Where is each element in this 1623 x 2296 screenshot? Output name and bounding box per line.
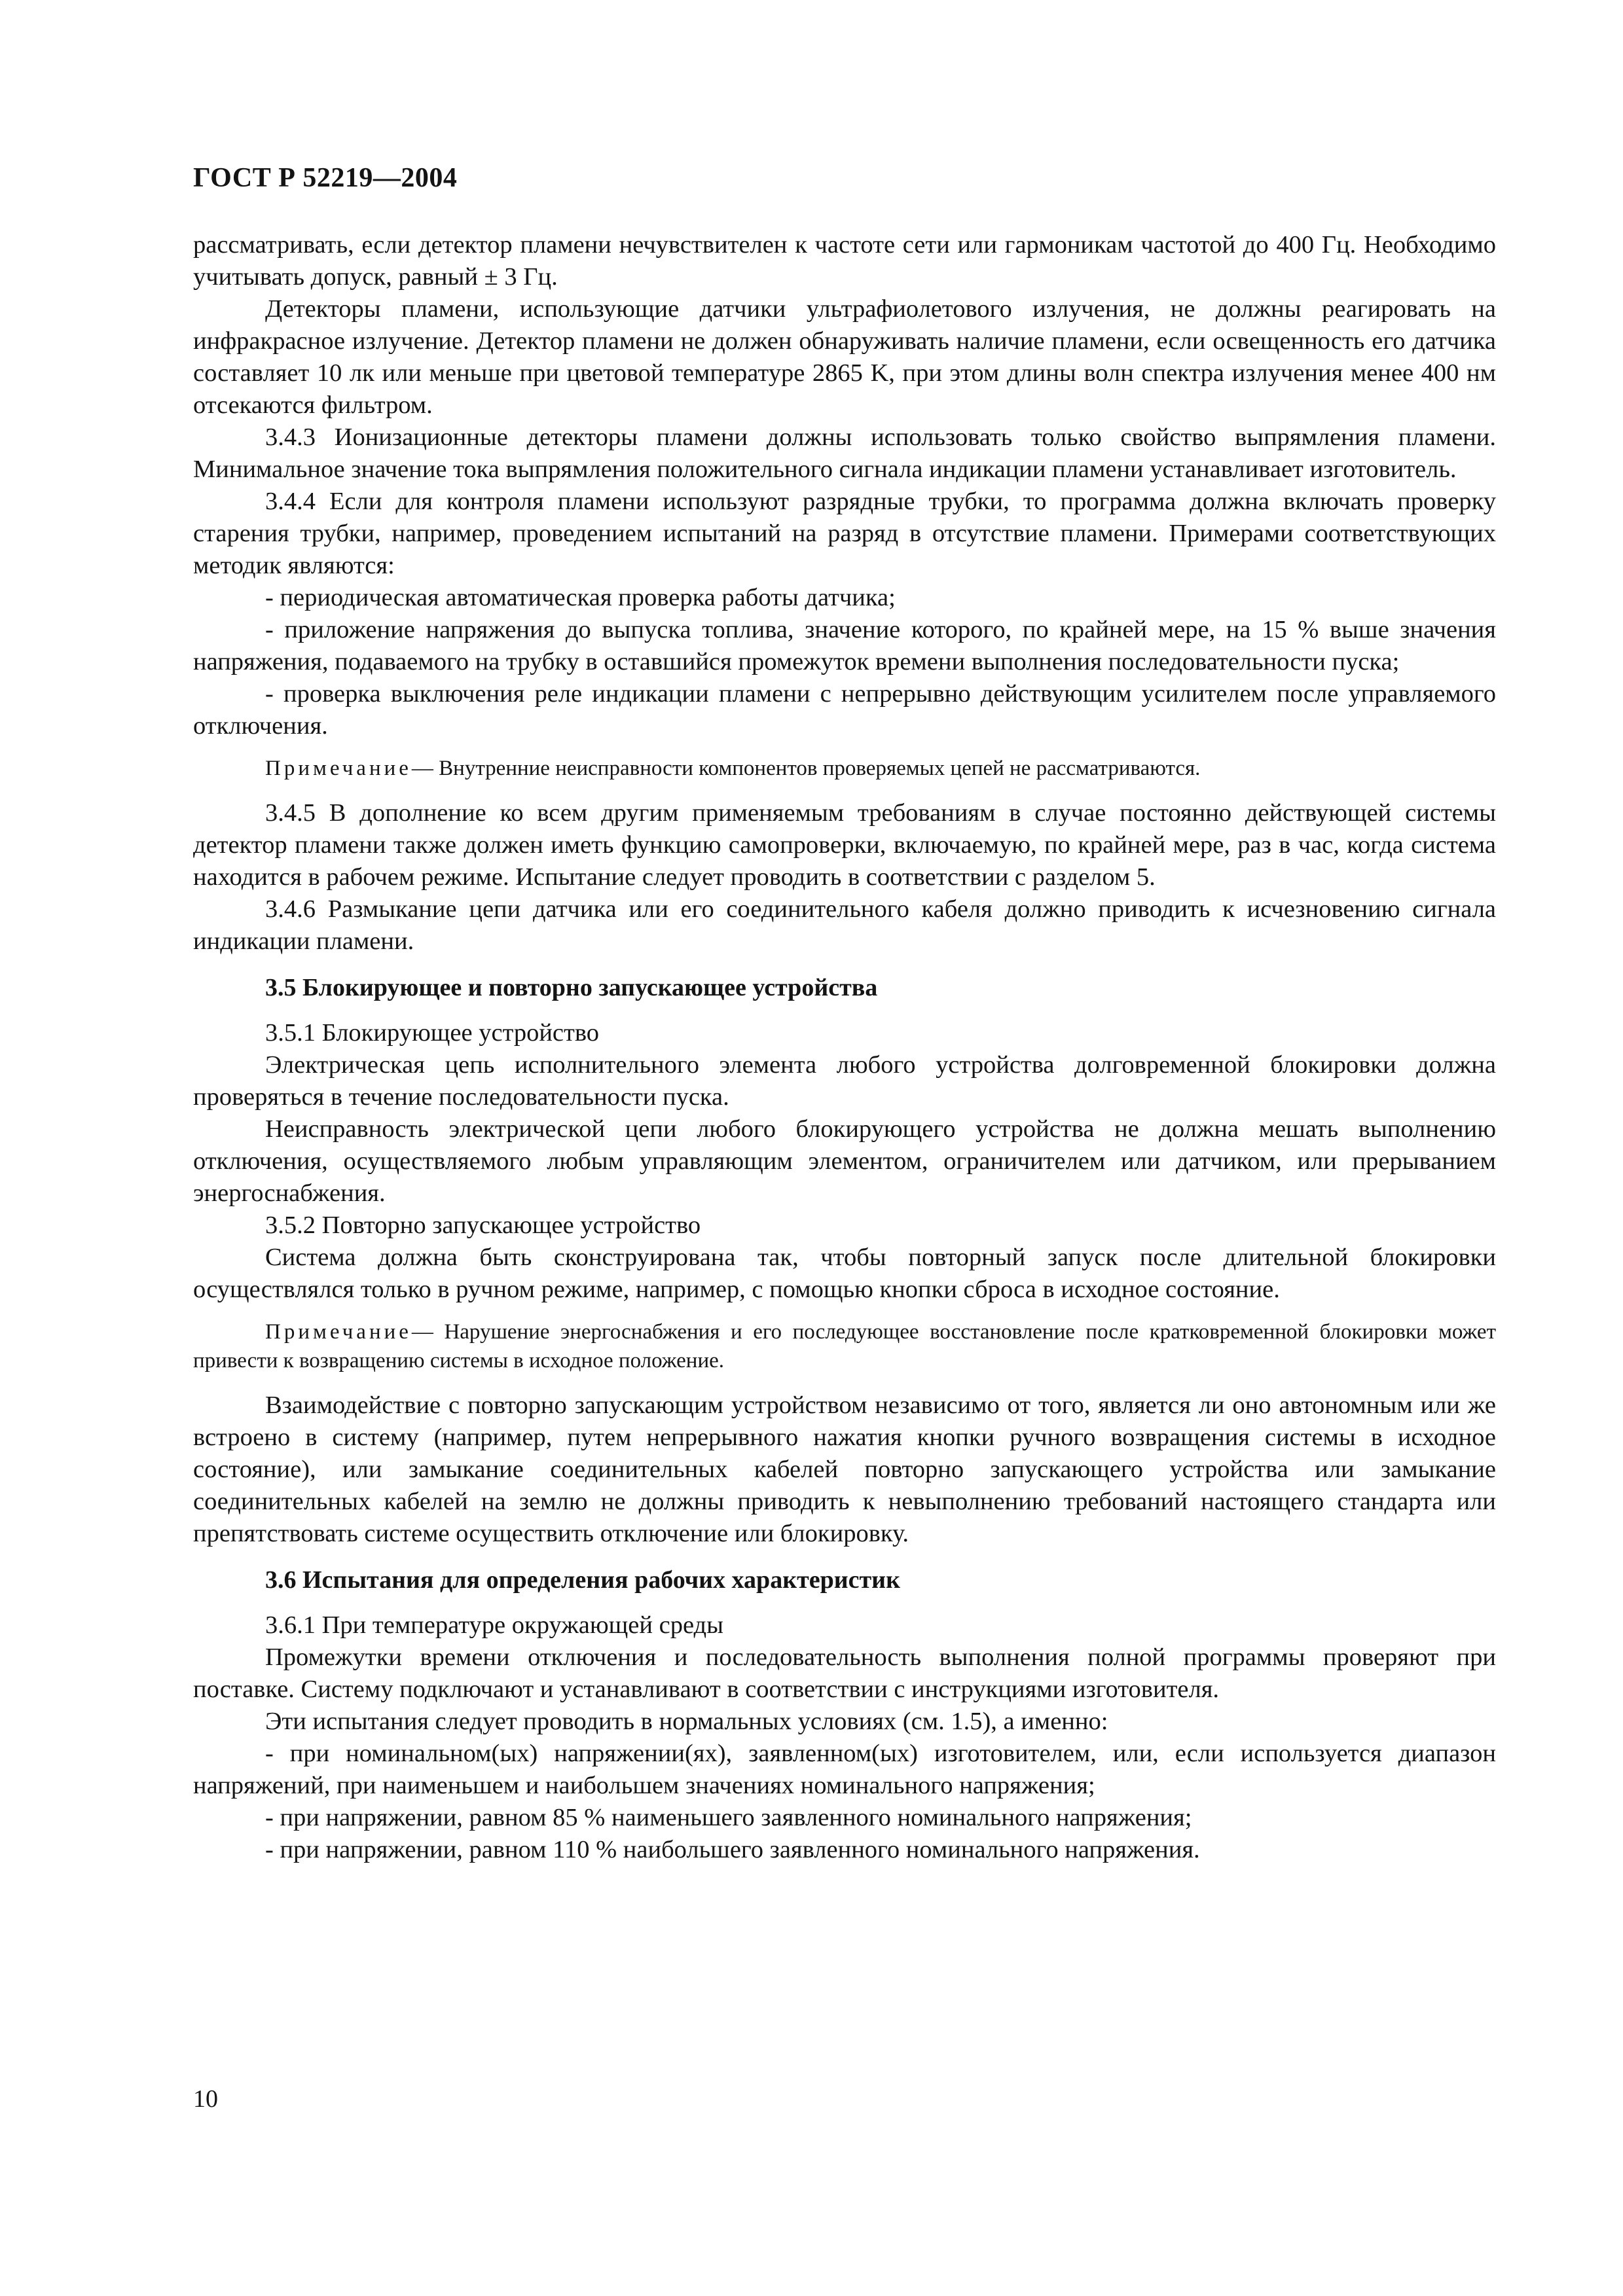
section-heading-3-6: 3.6 Испытания для определения рабочих характеристик bbox=[265, 1566, 900, 1594]
list-item: - при напряжении, равном 85 % наименьшего заявленного номинального напряжения; bbox=[265, 1804, 1192, 1831]
clause-3-5-1: 3.5.1 Блокирующее устройство bbox=[265, 1019, 600, 1047]
clause-3-4-5: 3.4.5 В дополнение ко всем другим применяемым требованиям в случае постоянно действующей системы детектор пламени также должен иметь функцию самопроверки, включаемую, по крайней мере, раз в час, когда система находится в рабочем режиме. Испытание следует проводить в соответствии с разделом 5. bbox=[193, 799, 1496, 891]
clause-3-4-6: 3.4.6 Размыкание цепи датчика или его соединительного кабеля должно приводить к исчезновению сигнала индикации пламени. bbox=[193, 895, 1496, 955]
clause-3-4-4: 3.4.4 Если для контроля пламени используют разрядные трубки, то программа должна включать проверку старения трубки, например, проведением испытаний на разряд в отсутствие пламени. Примерами соответствующих методик являются: bbox=[193, 488, 1496, 579]
paragraph: Неисправность электрической цепи любого блокирующего устройства не должна мешать выполнению отключения, осуществляемого любым управляющим элементом, ограничителем или датчиком, или прерыванием энергоснабжения. bbox=[193, 1115, 1496, 1207]
note-text: — Нарушение энергоснабжения и его последующее восстановление после кратковременной блокировки может привести к возвращению системы в исходное положение. bbox=[193, 1320, 1496, 1372]
note-label: Примечание bbox=[265, 1320, 412, 1344]
note bbox=[193, 754, 1496, 783]
section-heading-3-5: 3.5 Блокирующее и повторно запускающее устройства bbox=[265, 974, 878, 1001]
paragraph: Эти испытания следует проводить в нормальных условиях (см. 1.5), а именно: bbox=[265, 1708, 1108, 1735]
page-number: 10 bbox=[193, 2085, 218, 2113]
note bbox=[193, 1318, 1496, 1375]
clause-3-6-1: 3.6.1 При температуре окружающей среды bbox=[265, 1611, 723, 1639]
document-body bbox=[193, 229, 1496, 1866]
list-item: - при напряжении, равном 110 % наибольшего заявленного номинального напряжения. bbox=[265, 1836, 1200, 1863]
clause-3-5-2: 3.5.2 Повторно запускающее устройство bbox=[265, 1211, 701, 1239]
paragraph: Взаимодействие с повторно запускающим устройством независимо от того, является ли оно автономным или же встроено в систему (например, путем непрерывного нажатия кнопки ручного возвращения системы в исходное состояние), или замыкание соединительных кабелей повторно запускающего устройства или замыкание соединительных кабелей на землю не должны приводить к невыполнению требований настоящего стандарта или препятствовать системе осуществить отключение или блокировку. bbox=[193, 1391, 1496, 1547]
clause-3-4-3: 3.4.3 Ионизационные детекторы пламени должны использовать только свойство выпрямления пламени. Минимальное значение тока выпрямления положительного сигнала индикации пламени устанавливает изготовитель. bbox=[193, 423, 1496, 483]
note-label: Примечание bbox=[265, 757, 412, 780]
list-item: - периодическая автоматическая проверка работы датчика; bbox=[265, 584, 896, 611]
paragraph: Промежутки времени отключения и последовательность выполнения полной программы проверяют при поставке. Систему подключают и устанавливают в соответствии с инструкциями изготовителя. bbox=[193, 1643, 1496, 1703]
list-item: - приложение напряжения до выпуска топлива, значение которого, по крайней мере, на 15 % выше значения напряжения, подаваемого на трубку в оставшийся промежуток времени выполнения последовательности пуска; bbox=[193, 616, 1496, 675]
document-header: ГОСТ Р 52219—2004 bbox=[193, 163, 458, 193]
paragraph: Система должна быть сконструирована так, чтобы повторный запуск после длительной блокировки осуществлялся только в ручном режиме, например, с помощью кнопки сброса в исходное состояние. bbox=[193, 1244, 1496, 1303]
note-text: — Внутренние неисправности компонентов проверяемых цепей не рассматриваются. bbox=[411, 757, 1201, 780]
paragraph: Электрическая цепь исполнительного элемента любого устройства долговременной блокировки должна проверяться в течение последовательности пуска. bbox=[193, 1051, 1496, 1111]
paragraph: рассматривать, если детектор пламени нечувствителен к частоте сети или гармоникам частотой до 400 Гц. Необходимо учитывать допуск, равный ± 3 Гц. bbox=[193, 231, 1496, 291]
paragraph: Детекторы пламени, использующие датчики ультрафиолетового излучения, не должны реагировать на инфракрасное излучение. Детектор пламени не должен обнаруживать наличие пламени, если освещенность его датчика составляет 10 лк или меньше при цветовой температуре 2865 K, при этом длины волн спектра излучения менее 400 нм отсекаются фильтром. bbox=[193, 295, 1496, 419]
list-item: - при номинальном(ых) напряжении(ях), заявленном(ых) изготовителем, или, если используется диапазон напряжений, при наименьшем и наибольшем значениях номинального напряжения; bbox=[193, 1740, 1496, 1799]
list-item: - проверка выключения реле индикации пламени с непрерывно действующим усилителем после управляемого отключения. bbox=[193, 680, 1496, 740]
